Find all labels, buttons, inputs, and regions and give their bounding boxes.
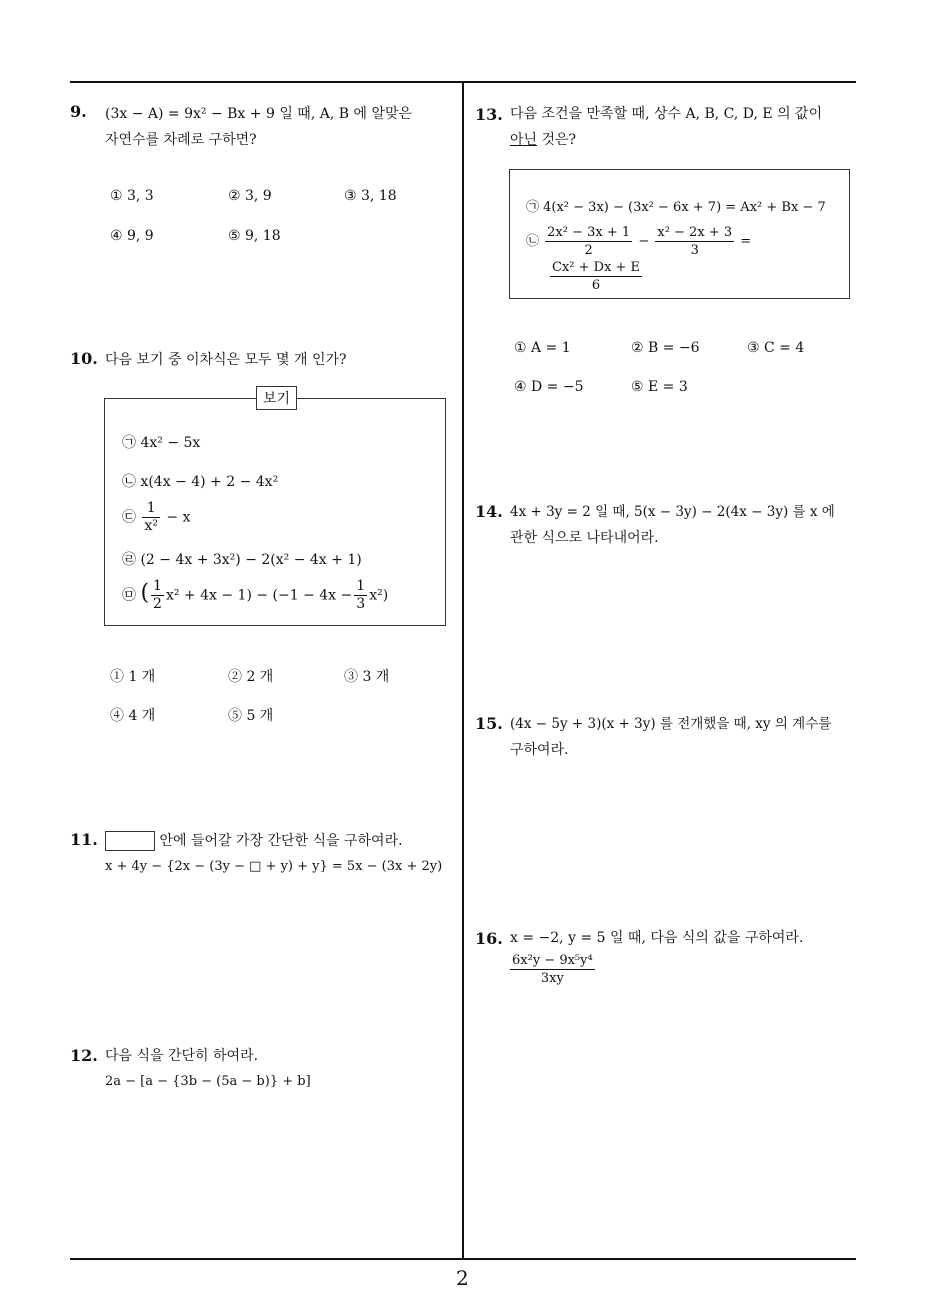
minus-sign: − [638,234,650,249]
item-rest: − x [166,509,191,526]
choice-4[interactable]: ④ D = −5 [514,379,584,395]
question-text-line2: 구하여라. [510,742,569,758]
answer-box[interactable] [105,831,155,851]
choice-3[interactable]: ③ C = 4 [747,340,805,356]
question-text-line1: 다음 조건을 만족할 때, 상수 A, B, C, D, E 의 값이 [510,106,823,122]
choice-5[interactable]: ⑤ 5 개 [228,708,274,724]
question-number: 14. [475,502,503,521]
paren-open: ( [140,580,150,606]
question-text-content: 안에 들어갈 가장 간단한 식을 구하여라. [159,833,403,849]
choice-5[interactable]: ⑤ E = 3 [631,379,688,395]
emphasis-underline: 아닌 [510,132,538,148]
condition-2 [526,224,751,259]
choice-4[interactable]: ④ 9, 9 [110,228,154,244]
question-expression: x + 4y − {2x − (3y − □ + y) + y} = 5x − (3x + 2y) [105,859,443,874]
fraction-1 [545,224,632,259]
item-marker: ㉤ [122,587,136,604]
numerator: Cx² + Dx + E [552,260,641,275]
question-number: 10. [70,349,98,368]
bogi-item-e [122,578,388,613]
fraction-2 [655,224,734,259]
bottom-rule [70,1258,856,1260]
choice-5[interactable]: ⑤ 9, 18 [228,228,281,244]
question-expression: 2a − [a − {3b − (5a − b)} + b] [105,1074,311,1089]
bogi-item-d: ㉣ (2 − 4x + 3x²) − 2(x² − 4x + 1) [122,552,362,568]
fraction [510,952,595,987]
numerator: 1 [142,500,160,518]
choice-2[interactable]: ② 3, 9 [228,188,272,204]
choice-2[interactable]: ② 2 개 [228,669,274,685]
column-divider [462,81,464,1259]
choice-1[interactable]: ① 1 개 [110,669,156,685]
bogi-item-a: ㉠ 4x² − 5x [122,435,201,451]
fraction-1 [151,578,164,613]
numerator: x² − 2x + 3 [657,225,733,240]
numerator: 2x² − 3x + 1 [547,225,631,240]
question-number: 12. [70,1046,98,1065]
denominator: 2 [153,596,162,612]
bogi-item-b: ㉡ x(4x − 4) + 2 − 4x² [122,474,279,490]
question-number: 11. [70,830,98,849]
expr-end: x²) [369,587,389,604]
item-marker: ㉡ [526,234,540,249]
choice-1[interactable]: ① A = 1 [514,340,571,356]
page-number: 2 [456,1266,469,1290]
question-text-line1: (3x − A) = 9x² − Bx + 9 일 때, A, B 에 알맞은 [105,106,413,122]
choice-3[interactable]: ③ 3, 18 [344,188,397,204]
choice-2[interactable]: ② B = −6 [631,340,700,356]
choice-4[interactable]: ④ 4 개 [110,708,156,724]
fraction-3 [550,259,642,294]
question-text: x = −2, y = 5 일 때, 다음 식의 값을 구하여라. [510,930,804,946]
fraction-2 [354,578,367,613]
denominator: 3 [690,243,699,258]
question-expression [508,952,597,987]
equals-sign: = [740,234,752,249]
question-text [105,828,403,854]
fraction [142,500,160,535]
question-text: 다음 식을 간단히 하여라. [105,1048,259,1064]
numerator: 6x²y − 9x⁵y⁴ [512,953,593,968]
question-text-line2: 자연수를 차례로 구하면? [105,132,257,148]
denominator: 2 [584,243,593,258]
question-number: 16. [475,929,503,948]
question-text-line2: 관한 식으로 나타내어라. [510,530,659,546]
question-number: 9. [70,102,87,121]
question-number: 15. [475,714,503,733]
item-marker: ㉢ [122,509,136,526]
question-text-line2 [510,127,576,153]
expr-middle: x² + 4x − 1) − (−1 − 4x − [165,587,353,604]
choice-3[interactable]: ③ 3 개 [344,669,390,685]
denominator: x² [144,518,158,534]
denominator: 3 [356,596,366,612]
denominator: 6 [591,278,601,293]
bogi-label: 보기 [256,386,297,410]
question-number: 13. [475,105,503,124]
condition-2-rhs [548,259,644,294]
question-text-line1: 4x + 3y = 2 일 때, 5(x − 3y) − 2(4x − 3y) 를 x 에 [510,504,835,520]
condition-1: ㉠ 4(x² − 3x) − (3x² − 6x + 7) = Ax² + Bx − 7 [526,200,826,215]
numerator: 1 [153,578,162,594]
bogi-item-c [122,500,191,535]
question-text: 다음 보기 중 이차식은 모두 몇 개 인가? [105,352,347,368]
numerator: 1 [356,578,366,594]
choice-1[interactable]: ① 3, 3 [110,188,154,204]
question-text-rest: 것은? [537,132,577,148]
denominator: 3xy [540,971,564,986]
question-text-line1: (4x − 5y + 3)(x + 3y) 를 전개했을 때, xy 의 계수를 [510,716,832,732]
